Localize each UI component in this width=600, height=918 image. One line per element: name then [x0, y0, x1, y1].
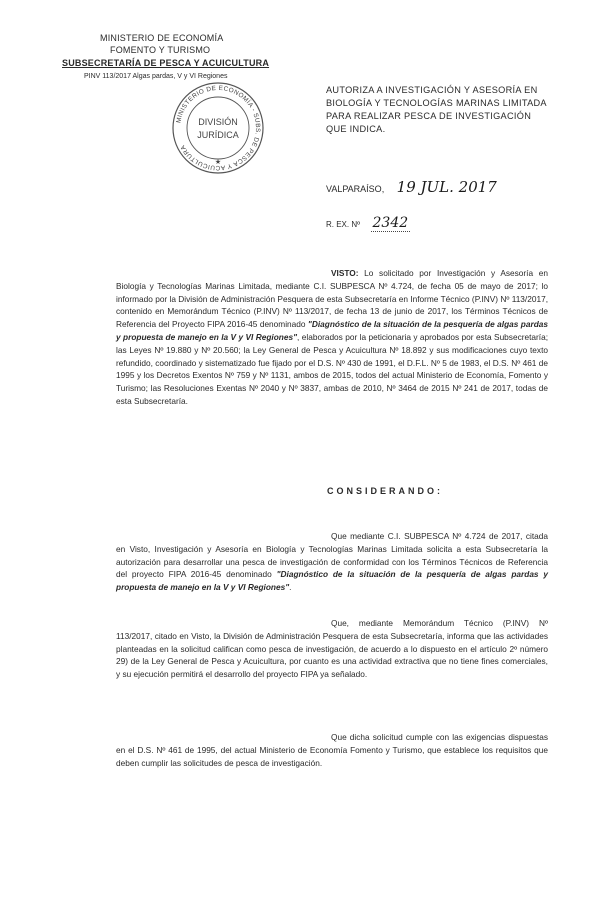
header-reference: PINV 113/2017 Algas pardas, V y VI Regiones — [84, 73, 228, 80]
considerando-p1-text: Que mediante C.I. SUBPESCA Nº 4.724 de 2017, citada en Visto, Investigación y Asesoría en Biología y Tecnologías Marinas Limitada solicita a esta Subsecretaría la autorización para desarrollar una pesca de investigación de conformidad con los Términos Técnicos de Referencia del proyecto FIPA 2016-45 denominado — [116, 531, 548, 580]
considerando-heading: CONSIDERANDO: — [327, 486, 444, 496]
visto-paragraph — [116, 267, 548, 408]
stamp-ring-text: MINISTERIO DE ECONOMÍA - SUBS. DE PESCA Y ACUICULTURA — [175, 84, 262, 172]
considerando-paragraph-2: Que, mediante Memorándum Técnico (P.INV) Nº 113/2017, citado en Visto, la División de Administración Pesquera de esta Subsecretaría, informa que las actividades planteadas en la solicitud califican como pesca de investigación, de acuerdo a lo dispuesto en el artículo 2º número 29) de la Ley General de Pesca y Acuicultura, por cuanto es una actividad extractiva que no tiene fines comerciales, y su ejecución permitirá el desarrollo del proyecto FIPA ya señalado. — [116, 618, 548, 680]
division-juridica-stamp — [170, 80, 266, 176]
visto-project-title: "Diagnóstico de la situación de la pesquería de algas pardas y propuesta de manejo en la V y VI Regiones" — [116, 319, 548, 342]
resolution-number: 2342 — [372, 215, 409, 231]
visto-text-1: Lo solicitado por Investigación y Asesoría en Biología y Tecnologías Marinas Limitada, mediante C.I. SUBPESCA Nº 4.724, de fecha 05 de mayo de 2017; lo informado por la División de Administración Pesquera de esta Subsecretaría en Informe Técnico (P.INV) Nº 113/2017, contenido en Memorándum Técnico (P.INV) Nº 113/2017, de fecha 13 de junio de 2017, los Términos Técnicos de Referencia del Proyecto FIPA 2016-45 denominado — [116, 268, 548, 330]
header-ministry: MINISTERIO DE ECONOMÍA — [100, 33, 224, 43]
header-fomento: FOMENTO Y TURISMO — [110, 45, 211, 55]
date-value: 19 JUL. 2017 — [396, 178, 497, 196]
considerando-paragraph-3: Que dicha solicitud cumple con las exigencias dispuestas en el D.S. Nº 461 de 1995, del actual Ministerio de Economía Fomento y Turismo, que establece los requisitos que deben cumplir las solicitudes de pesca de investigación. — [116, 732, 548, 768]
header-subsecretaria: SUBSECRETARÍA DE PESCA Y ACUICULTURA — [62, 58, 270, 68]
date-line — [326, 178, 566, 197]
considerando-paragraph-1 — [116, 530, 548, 594]
considerando-p1-end: . — [289, 582, 292, 593]
date-city: VALPARAÍSO, — [326, 184, 385, 194]
visto-text-2: , elaborados por la peticionaria y aprobados por esta Subsecretaría; las Leyes Nº 19.880 y Nº 20.560; la Ley General de Pesca y Acuicultura Nº 18.892 y sus modificaciones cuyo texto refundido, coordinado y sistematizado fue fijado por el D.S. Nº 430 de 1991, el D.F.L. Nº 5 de 1983, el D.S. Nº 461 de 1995 y los Decretos Exentos Nº 759 y Nº 1131, ambos de 2015, todos del actual Ministerio de Economía, Fomento y Turismo; las Resoluciones Exentas Nº 2040 y Nº 3837, ambas de 2010, Nº 3464 de 2015 Nº 241 de 2017, todas de esta Subsecretaría. — [116, 331, 548, 406]
stamp-star-icon: ★ — [214, 159, 222, 166]
resolution-number-line — [326, 214, 566, 232]
resolution-title: AUTORIZA A INVESTIGACIÓN Y ASESORÍA EN BIOLOGÍA Y TECNOLOGÍAS MARINAS LIMITADA PARA REALIZAR PESCA DE INVESTIGACIÓN QUE INDICA. — [326, 85, 547, 134]
considerando-p1-project-title: "Diagnóstico de la situación de la pesquería de algas pardas y propuesta de manejo en la V y VI Regiones" — [116, 569, 549, 593]
stamp-center-line1: DIVISIÓN — [198, 117, 238, 127]
stamp-center-line2: JURÍDICA — [197, 130, 239, 140]
visto-lead: VISTO: — [331, 268, 359, 278]
resolution-prefix: R. EX. Nº — [326, 220, 361, 229]
